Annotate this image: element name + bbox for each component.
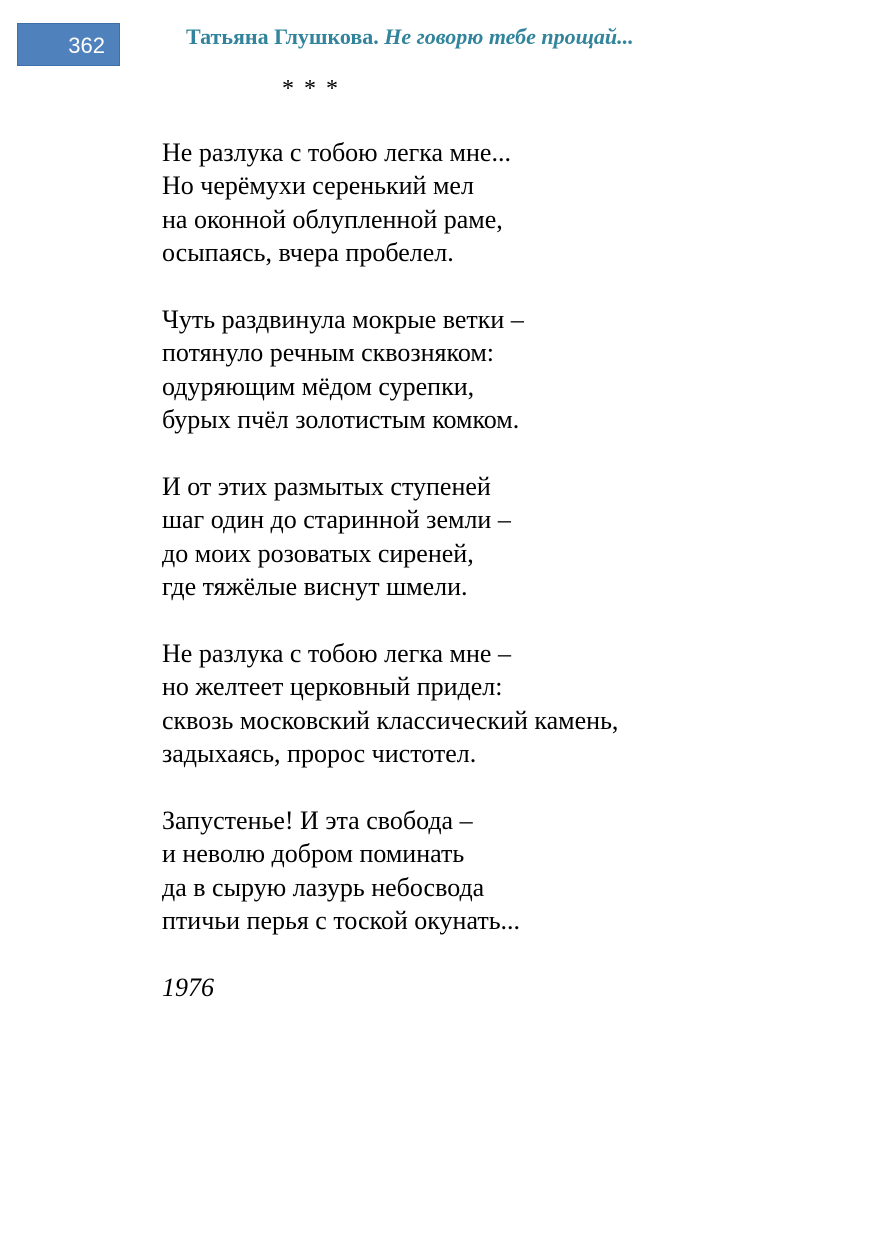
stanza-2	[162, 303, 618, 437]
poem-line: потянуло речным сквозняком:	[162, 338, 495, 368]
stanza-3	[162, 470, 618, 604]
poem-line: Но черёмухи серенький мел	[162, 171, 474, 201]
stanza-1	[162, 136, 618, 270]
page-number: 362	[68, 33, 105, 58]
stanza-separator: * * *	[282, 76, 340, 102]
poem-date: 1976	[162, 973, 214, 1002]
poem-line: сквозь московский классический камень,	[162, 705, 619, 735]
poem-line: Не разлука с тобою легка мне...	[162, 138, 511, 167]
poem-line: бурых пчёл золотистым комком.	[162, 405, 520, 435]
poem-line: шаг один до старинной земли –	[162, 505, 511, 535]
stanza-5	[162, 804, 618, 938]
poem-line: Не разлука с тобою легка мне –	[162, 639, 511, 669]
poem-line: задыхаясь, пророс чистотел.	[162, 739, 477, 769]
poem-line: Чуть раздвинула мокрые ветки –	[162, 305, 524, 335]
author-name: Татьяна Глушкова.	[186, 24, 379, 49]
poem-line: и неволю добром поминать	[162, 839, 465, 869]
poem-line: птичьи перья с тоской окунать...	[162, 906, 521, 936]
work-title: Не говорю тебе прощай...	[384, 24, 634, 49]
poem-line: но желтеет церковный придел:	[162, 672, 503, 702]
poem-line: осыпаясь, вчера пробелел.	[162, 238, 454, 268]
poem-body	[162, 136, 618, 971]
poem-line: на оконной облупленной раме,	[162, 204, 503, 234]
poem-line: где тяжёлые виснут шмели.	[162, 572, 468, 602]
poem-line: Запустенье! И эта свобода –	[162, 806, 473, 836]
page-number-box	[17, 23, 120, 66]
poem-line: И от этих размытых ступеней	[162, 472, 491, 502]
poem-line: да в сырую лазурь небосвода	[162, 872, 485, 902]
running-header	[186, 24, 634, 50]
poem-line: одуряющим мёдом сурепки,	[162, 371, 475, 401]
stanza-4	[162, 637, 618, 771]
poem-line: до моих розоватых сиреней,	[162, 538, 474, 568]
